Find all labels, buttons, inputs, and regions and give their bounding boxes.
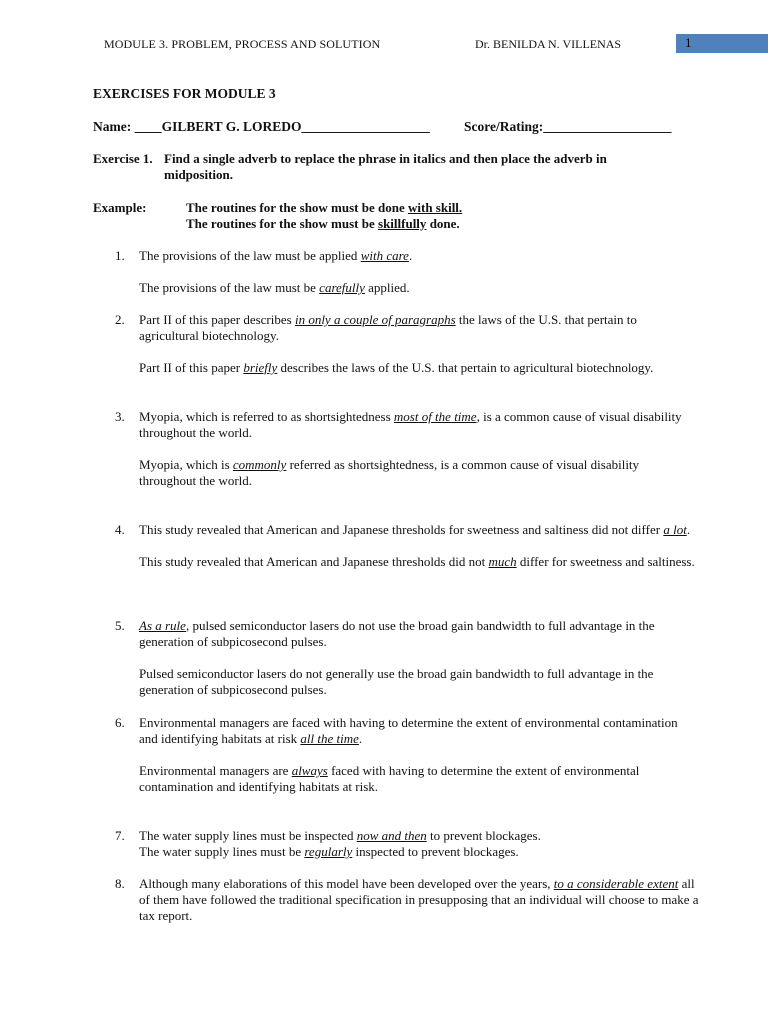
- exercise-label: Exercise 1.: [93, 151, 153, 166]
- example-label: Example:: [93, 200, 147, 215]
- item-answer: [139, 457, 699, 489]
- text-run: to prevent blockages.: [426, 828, 541, 843]
- text-run: applied.: [364, 280, 410, 295]
- text-run: The provisions of the law must be: [139, 280, 320, 295]
- item-answer: [139, 360, 699, 376]
- item-number: 7.: [115, 828, 125, 843]
- example-line-1: The routines for the show must be done with skill.: [186, 200, 463, 215]
- name-label: Name: ____: [93, 119, 162, 134]
- list-item: [139, 715, 699, 811]
- italic-phrase: now and then: [356, 828, 427, 843]
- text-run: faced with having to determine the extent of environmental contamination and identifying habitats at risk.: [139, 763, 640, 794]
- text-run: The water supply lines must be: [139, 844, 305, 859]
- item-number: 8.: [115, 876, 125, 891]
- page-number-box: [676, 34, 768, 53]
- italic-phrase: As a rule: [139, 618, 186, 633]
- header-module-title: MODULE 3. PROBLEM, PROCESS AND SOLUTION: [104, 37, 381, 51]
- italic-phrase: to a considerable extent: [553, 876, 679, 891]
- item-answer: [139, 280, 699, 296]
- item-answer: [139, 554, 699, 570]
- item-number: 4.: [115, 522, 125, 537]
- italic-phrase: always: [291, 763, 328, 778]
- list-item: [139, 828, 699, 876]
- italic-phrase: commonly: [232, 457, 287, 472]
- italic-phrase: carefully: [319, 280, 365, 295]
- list-item: [139, 522, 699, 586]
- exercise-instruction: Find a single adverb to replace the phrase in italics and then place the adverb in: [164, 151, 607, 166]
- text-run: The water supply lines must be inspected: [139, 828, 357, 843]
- italic-phrase: all the time: [300, 731, 359, 746]
- text-run: Myopia, which is: [139, 457, 233, 472]
- item-question: [139, 828, 699, 844]
- text-run: The provisions of the law must be applied: [139, 248, 361, 263]
- name-line: [93, 119, 430, 135]
- text-run: Environmental managers are faced with having to determine the extent of environmental contamination and identifying habitats at risk: [139, 715, 678, 746]
- page-title: EXERCISES FOR MODULE 3: [93, 86, 276, 101]
- exercise-instruction-cont: midposition.: [164, 167, 233, 182]
- item-number: 5.: [115, 618, 125, 633]
- list-item: [139, 876, 699, 940]
- italic-phrase: much: [488, 554, 517, 569]
- header-author: Dr. BENILDA N. VILLENAS: [475, 37, 622, 51]
- text-run: the laws of the U.S. that pertain to agricultural biotechnology.: [139, 312, 637, 343]
- list-item: [139, 312, 699, 392]
- page-number: 1: [685, 35, 692, 50]
- list-item: [139, 618, 699, 714]
- italic-phrase: regularly: [304, 844, 353, 859]
- student-name: GILBERT G. LOREDO: [161, 119, 302, 134]
- example-adverb: skillfully: [378, 216, 427, 231]
- item-answer: [139, 844, 699, 860]
- score-label: Score/Rating:: [464, 119, 544, 134]
- text-run: describes the laws of the U.S. that pertain to agricultural biotechnology.: [277, 360, 654, 375]
- italic-phrase: most of the time: [393, 409, 477, 424]
- text-run: , pulsed semiconductor lasers do not use the broad gain bandwidth to full advantage in the generation of subpicosecond pulses.: [139, 618, 655, 649]
- item-answer: [139, 666, 699, 698]
- text-run: This study revealed that American and Japanese thresholds did not: [139, 554, 489, 569]
- item-question: [139, 248, 699, 264]
- item-question: [139, 522, 699, 538]
- item-question: [139, 876, 699, 924]
- item-answer: [139, 763, 699, 795]
- text-run: all of them have followed the traditional specification in presupposing that an individual will choose to make a tax report.: [139, 876, 699, 923]
- item-number: 2.: [115, 312, 125, 327]
- text-run: inspected to prevent blockages.: [352, 844, 519, 859]
- italic-phrase: briefly: [243, 360, 278, 375]
- item-number: 6.: [115, 715, 125, 730]
- name-blank: ___________________: [301, 119, 430, 134]
- text-run: Pulsed semiconductor lasers do not generally use the broad gain bandwidth to full advantage in the generation of subpicosecond pulses.: [139, 666, 654, 697]
- text-run: Part II of this paper describes: [139, 312, 295, 327]
- italic-phrase: a lot: [663, 522, 687, 537]
- text-run: Although many elaborations of this model have been developed over the years,: [139, 876, 554, 891]
- text-run: This study revealed that American and Japanese thresholds for sweetness and saltiness did not differ: [139, 522, 664, 537]
- score-line: [464, 119, 672, 135]
- text-run: .: [408, 248, 413, 263]
- list-item: [139, 248, 699, 312]
- text-run: differ for sweetness and saltiness.: [516, 554, 695, 569]
- example-line-2: The routines for the show must be skillfully done.: [186, 216, 460, 231]
- italic-phrase: in only a couple of paragraphs: [294, 312, 456, 327]
- text-run: .: [686, 522, 691, 537]
- text-run: referred as shortsightedness, is a common cause of visual disability throughout the world.: [139, 457, 640, 488]
- text-run: Environmental managers are: [139, 763, 292, 778]
- item-question: [139, 409, 699, 441]
- item-question: [139, 312, 699, 344]
- score-blank: ___________________: [543, 119, 672, 134]
- text-run: Myopia, which is referred to as shortsightedness: [139, 409, 394, 424]
- example-phrase: with skill.: [407, 200, 463, 215]
- text-run: , is a common cause of visual disability throughout the world.: [139, 409, 682, 440]
- text-run: Part II of this paper: [139, 360, 244, 375]
- item-question: [139, 715, 699, 747]
- item-question: [139, 618, 699, 650]
- text-run: .: [358, 731, 363, 746]
- list-item: [139, 409, 699, 505]
- item-number: 1.: [115, 248, 125, 263]
- item-number: 3.: [115, 409, 125, 424]
- italic-phrase: with care: [360, 248, 409, 263]
